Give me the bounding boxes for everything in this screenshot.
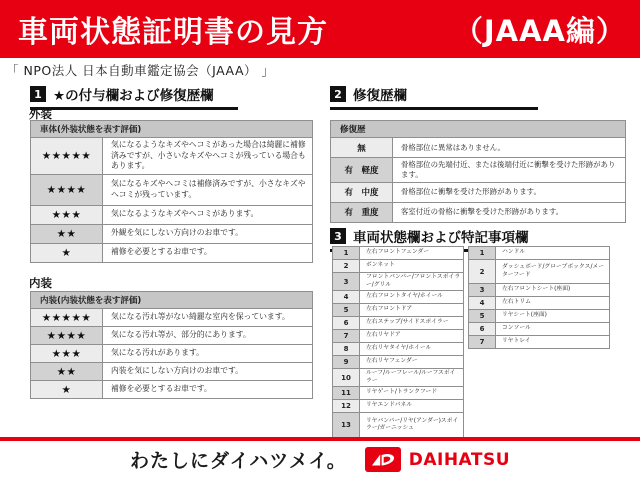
table-row <box>331 138 626 158</box>
table-row <box>469 310 610 323</box>
daihatsu-slogan: わたしにダイハツメイ。 <box>129 450 347 472</box>
part-label: 左右リヤフェンダー <box>360 356 464 369</box>
star-rating: ★★★ <box>31 205 103 224</box>
table-row <box>331 182 626 202</box>
table-row <box>31 243 313 262</box>
title-bar <box>0 0 640 58</box>
part-number: 2 <box>333 260 360 273</box>
rating-description: 気になる汚れ等がない綺麗な室内を保っています。 <box>103 309 313 327</box>
star-rating: ★ <box>31 243 103 262</box>
part-label: リヤバンパー/リヤ(アンダー)スポイラー/ガーニッシュ <box>360 413 464 438</box>
table-row <box>333 330 464 343</box>
table-row <box>31 224 313 243</box>
star-rating: ★★★★ <box>31 174 103 205</box>
table-row <box>469 336 610 349</box>
part-label: 左右ステップ/サイドスポイラー <box>360 317 464 330</box>
exterior-rating-table <box>30 120 313 263</box>
part-label: リヤゲート/トランクフード <box>360 387 464 400</box>
part-number: 9 <box>333 356 360 369</box>
table-row <box>31 174 313 205</box>
repair-grade: 有 中度 <box>331 182 393 202</box>
table-row <box>333 273 464 291</box>
repair-history-table <box>330 120 626 223</box>
table-row <box>469 260 610 284</box>
exterior-label: 外装 <box>29 107 52 121</box>
daihatsu-d-icon <box>365 447 401 472</box>
part-number: 8 <box>333 343 360 356</box>
table-row <box>333 387 464 400</box>
part-label: リヤトレイ <box>496 336 610 349</box>
page-title: 車両状態証明書の見方 <box>18 15 328 50</box>
page-title-edition: （JAAA編） <box>453 13 626 48</box>
part-label: 左右リヤタイヤ/ホイール <box>360 343 464 356</box>
table-row <box>31 138 313 175</box>
rating-description: 気になる汚れがあります。 <box>103 345 313 363</box>
part-label: ダッシュボード/グローブボックス/メーターフード <box>496 260 610 284</box>
table-row <box>469 284 610 297</box>
part-label: 左右フロントシート(座面) <box>496 284 610 297</box>
table-row <box>31 205 313 224</box>
interior-parts-table <box>468 246 610 349</box>
part-number: 11 <box>333 387 360 400</box>
organization-subtitle: 「 NPO法人 日本自動車鑑定協会（JAAA） 」 <box>6 63 275 78</box>
repair-history-header: 修復歴 <box>331 121 626 138</box>
part-number: 1 <box>469 247 496 260</box>
star-rating: ★★★★ <box>31 327 103 345</box>
part-label: フロントバンパー/フロントスポイラー/グリル <box>360 273 464 291</box>
table-row <box>331 158 626 183</box>
table-row <box>31 345 313 363</box>
table-row <box>333 369 464 387</box>
interior-label: 内装 <box>29 276 52 290</box>
star-rating: ★★★★★ <box>31 138 103 175</box>
part-number: 4 <box>333 291 360 304</box>
part-number: 5 <box>469 310 496 323</box>
part-number: 6 <box>469 323 496 336</box>
part-number: 12 <box>333 400 360 413</box>
part-label: ボンネット <box>360 260 464 273</box>
repair-description: 骨格部位の先端付近、または後端付近に衝撃を受けた形跡があります。 <box>393 158 626 183</box>
part-label: 左右フロントタイヤ/ホイール <box>360 291 464 304</box>
table-row <box>333 260 464 273</box>
part-number: 10 <box>333 369 360 387</box>
table-row <box>469 247 610 260</box>
table-row <box>333 317 464 330</box>
rating-description: 外観を気にしない方向けのお車です。 <box>103 224 313 243</box>
part-label: リヤシート(座面) <box>496 310 610 323</box>
part-number: 6 <box>333 317 360 330</box>
star-rating: ★★★★★ <box>31 309 103 327</box>
star-rating: ★★ <box>31 363 103 381</box>
section1-header <box>30 84 238 110</box>
star-rating: ★★★ <box>31 345 103 363</box>
part-label: リヤエンドパネル <box>360 400 464 413</box>
table-row <box>31 363 313 381</box>
repair-grade: 有 重度 <box>331 202 393 222</box>
part-number: 7 <box>469 336 496 349</box>
repair-description: 骨格部位に異常はありません。 <box>393 138 626 158</box>
daihatsu-logo <box>365 447 510 472</box>
interior-table-header: 内装(内装状態を表す評価) <box>31 292 313 309</box>
part-label: 左右フロントフェンダー <box>360 247 464 260</box>
part-number: 3 <box>333 273 360 291</box>
part-label: 左右トリム <box>496 297 610 310</box>
repair-grade: 無 <box>331 138 393 158</box>
star-rating: ★ <box>31 381 103 399</box>
interior-rating-table <box>30 291 313 399</box>
repair-description: 客室付近の骨格に衝撃を受けた形跡があります。 <box>393 202 626 222</box>
rating-description: 気になる汚れ等が、部分的にあります。 <box>103 327 313 345</box>
part-number: 3 <box>469 284 496 297</box>
part-number: 5 <box>333 304 360 317</box>
table-row <box>31 309 313 327</box>
part-label: コンソール <box>496 323 610 336</box>
table-row <box>469 323 610 336</box>
rating-description: 補修を必要とするお車です。 <box>103 243 313 262</box>
exterior-table-header: 車体(外装状態を表す評価) <box>31 121 313 138</box>
rating-description: 気になるようなキズやヘコミがあります。 <box>103 205 313 224</box>
body-parts-table <box>332 246 464 438</box>
table-row <box>333 304 464 317</box>
table-row <box>333 413 464 438</box>
daihatsu-brand-text: DAIHATSU <box>408 449 511 470</box>
footer <box>0 446 640 473</box>
part-number: 2 <box>469 260 496 284</box>
table-row <box>333 356 464 369</box>
table-row <box>333 247 464 260</box>
rating-description: 補修を必要とするお車です。 <box>103 381 313 399</box>
table-row <box>31 381 313 399</box>
section2-number-badge: 2 <box>330 86 346 102</box>
part-number: 1 <box>333 247 360 260</box>
repair-description: 骨格部位に衝撃を受けた形跡があります。 <box>393 182 626 202</box>
table-row <box>31 327 313 345</box>
section1-title: ★の付与欄および修復歴欄 <box>53 88 214 104</box>
section3-title: 車両状態欄および特記事項欄 <box>353 230 529 246</box>
table-row <box>333 291 464 304</box>
table-row <box>333 400 464 413</box>
part-number: 7 <box>333 330 360 343</box>
section1-number-badge: 1 <box>30 86 46 102</box>
part-label: 左右フロントドア <box>360 304 464 317</box>
star-rating: ★★ <box>31 224 103 243</box>
rating-description: 気になるキズやヘコミは補修済みですが、小さなキズやヘコミが残っています。 <box>103 174 313 205</box>
footer-divider <box>0 437 640 441</box>
rating-description: 内装を気にしない方向けのお車です。 <box>103 363 313 381</box>
table-row <box>333 343 464 356</box>
part-label: ハンドル <box>496 247 610 260</box>
section2-title: 修復歴欄 <box>353 88 407 104</box>
section2-header <box>330 84 538 110</box>
repair-grade: 有 軽度 <box>331 158 393 183</box>
table-row <box>469 297 610 310</box>
part-number: 13 <box>333 413 360 438</box>
part-label: ルーフ/ルーフレール/ルーフスポイラー <box>360 369 464 387</box>
rating-description: 気になるようなキズやヘコミがあった場合は綺麗に補修済みですが、小さいなキズやヘコミが残っている場合もあります。 <box>103 138 313 175</box>
table-row <box>331 202 626 222</box>
part-label: 左右リヤドア <box>360 330 464 343</box>
part-number: 4 <box>469 297 496 310</box>
section3-number-badge: 3 <box>330 228 346 244</box>
